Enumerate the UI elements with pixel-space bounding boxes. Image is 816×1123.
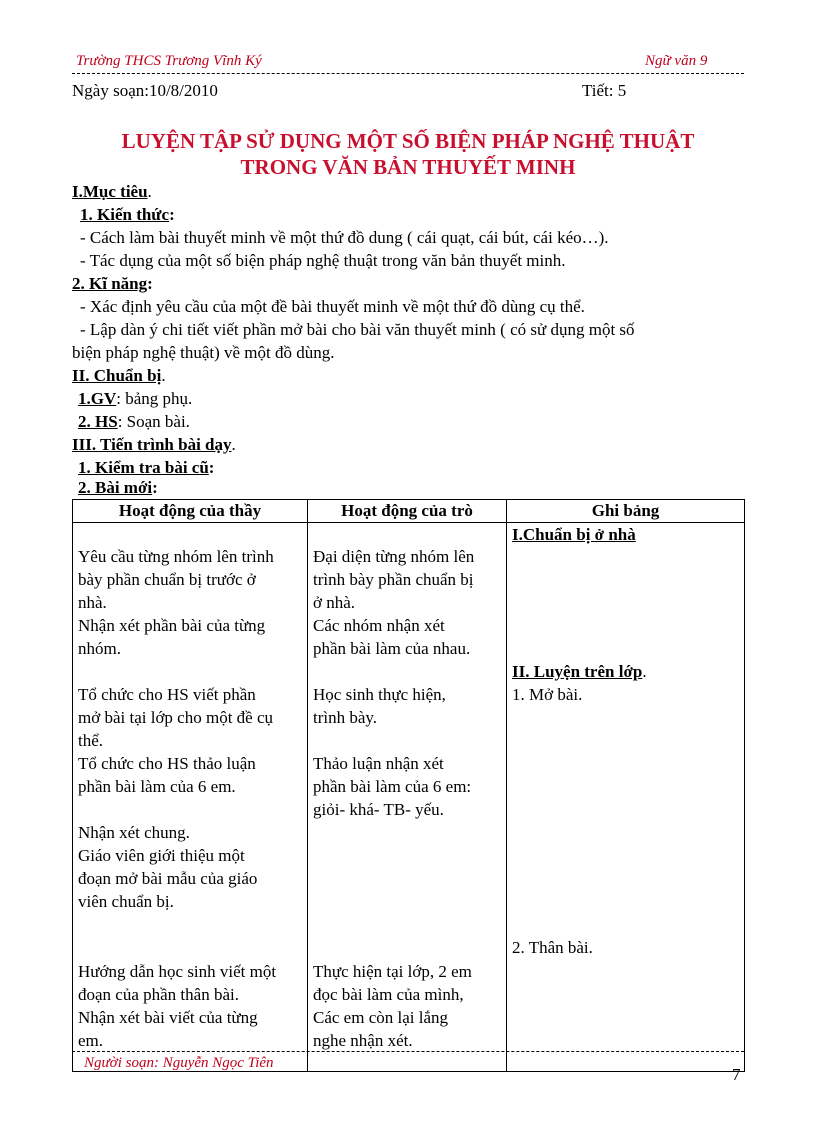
skills-heading: 2. Kĩ năng: xyxy=(72,274,153,293)
student-line: ở nhà. xyxy=(313,593,356,612)
author-name: Người soạn: Nguyễn Ngọc Tiên xyxy=(84,1055,274,1071)
lesson-activity-table xyxy=(72,499,745,1072)
process-heading: III. Tiến trình bài dạy. xyxy=(72,435,236,454)
header-divider xyxy=(72,73,744,74)
teacher-line: viên chuẩn bị. xyxy=(78,892,174,911)
teacher-line: nhà. xyxy=(78,593,107,612)
objectives-heading: I.Mục tiêu. xyxy=(72,182,152,201)
lesson-title-line2: TRONG VĂN BẢN THUYẾT MINH xyxy=(240,155,576,179)
teacher-line: bày phần chuẩn bị trước ở xyxy=(78,570,256,589)
student-line: Học sinh thực hiện, xyxy=(313,685,446,704)
teacher-line: thể. xyxy=(78,731,104,750)
teacher-line: Nhận xét bài viết của từng xyxy=(78,1008,258,1027)
preparation-gv: 1.GV: bảng phụ. xyxy=(78,389,193,408)
teacher-line: Nhận xét phần bài của từng xyxy=(78,616,266,635)
teacher-line: Hướng dẫn học sinh viết một xyxy=(78,962,277,981)
teacher-line: đoạn của phần thân bài. xyxy=(78,985,239,1004)
student-line: Các nhóm nhận xét xyxy=(313,616,445,635)
student-line: phần bài làm của nhau. xyxy=(313,639,471,658)
teacher-activity-cell xyxy=(73,523,308,1072)
student-line: nghe nhận xét. xyxy=(313,1031,413,1050)
teacher-line: mở bài tại lớp cho một đề cụ xyxy=(78,708,274,727)
board-prep-heading: I.Chuẩn bị ở nhà xyxy=(512,525,636,544)
knowledge-item: - Tác dụng của một số biện pháp nghệ thuật trong văn bản thuyết minh. xyxy=(80,251,566,270)
new-lesson-heading: 2. Bài mới: xyxy=(78,478,158,497)
student-activity-cell xyxy=(308,523,507,1072)
teacher-line: đoạn mở bài mẫu của giáo xyxy=(78,869,258,888)
student-line: đọc bài làm của mình, xyxy=(313,985,464,1004)
table-body-row xyxy=(73,523,745,1072)
footer-divider xyxy=(72,1051,744,1052)
skills-item: biện pháp nghệ thuật) về một đồ dùng. xyxy=(72,343,335,362)
teacher-line: phần bài làm của 6 em. xyxy=(78,777,236,796)
table-header-row xyxy=(73,500,745,523)
student-line: Các em còn lại lắng xyxy=(313,1008,449,1027)
teacher-line: Nhận xét chung. xyxy=(78,823,190,842)
knowledge-item: - Cách làm bài thuyết minh về một thứ đồ dung ( cái quạt, cái bút, cái kéo…). xyxy=(80,228,609,247)
preparation-heading: II. Chuẩn bị. xyxy=(72,366,166,385)
student-column-header: Hoạt động của trò xyxy=(308,500,507,523)
subject-name: Ngữ văn 9 xyxy=(645,53,708,69)
student-line: trình bày. xyxy=(313,708,378,727)
teacher-line: em. xyxy=(78,1031,104,1050)
prep-date: Ngày soạn:10/8/2010 xyxy=(72,81,218,100)
teacher-column-header: Hoạt động của thầy xyxy=(73,500,308,523)
student-line: Đại diện từng nhóm lên xyxy=(313,547,475,566)
lesson-period: Tiết: 5 xyxy=(582,81,627,100)
teacher-line: Tổ chức cho HS thảo luận xyxy=(78,754,256,773)
board-notes-cell xyxy=(507,523,745,1072)
teacher-line: Giáo viên giới thiệu một xyxy=(78,846,245,865)
student-line: Thực hiện tại lớp, 2 em xyxy=(313,962,472,981)
teacher-line: nhóm. xyxy=(78,639,121,658)
student-line: phần bài làm của 6 em: xyxy=(313,777,472,796)
student-line: giỏi- khá- TB- yếu. xyxy=(313,800,444,819)
teacher-line: Yêu cầu từng nhóm lên trình xyxy=(78,547,274,566)
skills-item: - Xác định yêu cầu của một đề bài thuyết minh về một thứ đồ dùng cụ thể. xyxy=(80,297,585,316)
old-lesson-heading: 1. Kiểm tra bài cũ: xyxy=(78,458,215,477)
board-body-item: 2. Thân bài. xyxy=(512,938,593,957)
student-line: trình bày phần chuẩn bị xyxy=(313,570,474,589)
knowledge-heading: 1. Kiến thức: xyxy=(80,205,175,224)
student-line: Thảo luận nhận xét xyxy=(313,754,444,773)
skills-item: - Lập dàn ý chi tiết viết phần mở bài cho bài văn thuyết minh ( có sử dụng một số xyxy=(80,320,635,339)
board-practice-heading: II. Luyện trên lớp. xyxy=(512,662,647,681)
board-intro-item: 1. Mở bài. xyxy=(512,685,583,704)
teacher-line: Tổ chức cho HS viết phần xyxy=(78,685,256,704)
board-column-header: Ghi bảng xyxy=(507,500,745,523)
page-number: 7 xyxy=(732,1065,741,1084)
lesson-title-line1: LUYỆN TẬP SỬ DỤNG MỘT SỐ BIỆN PHÁP NGHỆ THUẬT xyxy=(121,129,695,153)
preparation-hs: 2. HS: Soạn bài. xyxy=(78,412,190,431)
school-name: Trường THCS Trương Vĩnh Ký xyxy=(76,53,262,69)
